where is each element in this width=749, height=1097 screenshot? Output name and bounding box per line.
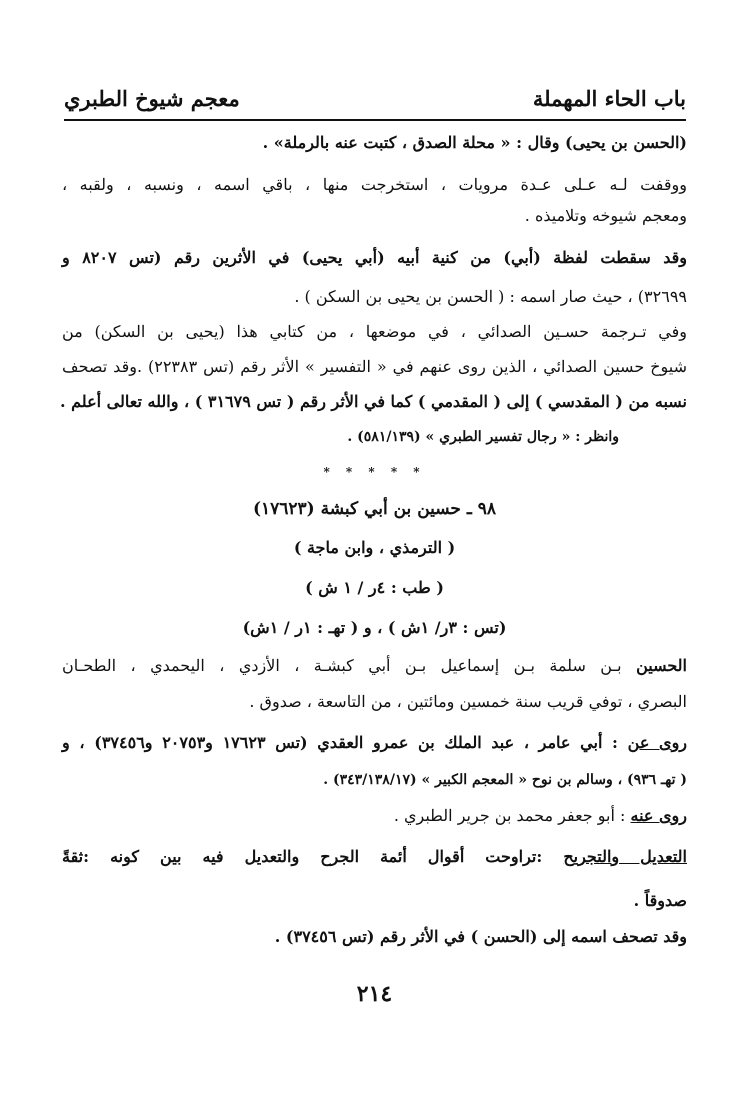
entry-books: ( الترمذي ، وابن ماجة ) (293, 538, 456, 557)
rawa-an-label: روى عن (627, 733, 688, 752)
book-title: معجم شيوخ الطبري (64, 86, 240, 111)
tadil-line: صدوقاً . (633, 891, 687, 910)
rawa-anhu-text: : أبو جعفر محمد بن جرير الطبري . (393, 806, 631, 825)
rawa-an-text: : أبي عامر ، عبد الملك بن عمرو العقدي (تس ١٧٦٢٣ و٢٠٧٥٣ و٣٧٤٥٦) ، و (62, 733, 628, 752)
entry-title: ٩٨ ـ حسين بن أبي كبشة (١٧٦٢٣) (252, 499, 497, 519)
entry-tabaqat: ( طب : ٤ر / ١ ش ) (305, 578, 444, 597)
page-number: ٢١٤ (356, 981, 393, 1007)
bio-text: بـن سلمة بـن إسماعيل بـن أبي كبشـة ، الأزدي ، اليحمدي ، الطحـان (62, 656, 637, 675)
paragraph-line: (الحسن بن يحيى) وقال : « محلة الصدق ، كتبت عنه بالرملة» . (262, 133, 687, 152)
rawa-anhu-label: روى عنه (630, 806, 687, 825)
tashif-line: وقد تصحف اسمه إلى (الحسن ) في الأثر رقم (تس ٣٧٤٥٦) . (274, 927, 687, 946)
header-rule (64, 119, 686, 121)
tadil-text: :تراوحت أقوال أئمة الجرح والتعديل فيه بين كونه :ثقةً (62, 847, 564, 866)
bio-lead-name: الحسين (636, 656, 687, 675)
paragraph-line: وفي تـرجمة حسـين الصدائي ، في موضعها ، من كتابي هذا (يحيى بن السكن) من (62, 322, 687, 341)
paragraph-line: ووقفت لـه عـلى عـدة مرويات ، استخرجت منها ، باقي اسمه ، ونسبه ، ولقبه ، (62, 175, 687, 194)
section-separator: * * * * * (323, 465, 426, 479)
tadil-label: التعديل والتجريح (563, 847, 688, 866)
chapter-title: باب الحاء المهملة (532, 86, 686, 111)
paragraph-line: ومعجم شيوخه وتلاميذه . (524, 206, 687, 225)
rawa-anhu-line (62, 804, 687, 828)
tadil-line (62, 845, 687, 869)
bio-line: البصري ، توفي قريب سنة خمسين ومائتين ، من التاسعة ، صدوق . (249, 692, 687, 711)
page-header (64, 86, 686, 122)
paragraph-line: نسبه من ( المقدسي ) إلى ( المقدمي ) كما في الأثر رقم ( تس ٣١٦٧٩ ) ، والله تعالى أعلم . (60, 392, 687, 411)
rawa-an-line: ( تهـ ٩٣٦) ، وسالم بن نوح « المعجم الكبير » (٣٤٣/١٣٨/١٧) . (323, 772, 687, 788)
entry-refs: (تس : ٣ر/ ١ش ) ، و ( تهـ : ١ر / ١ش) (242, 618, 507, 637)
paragraph-line: وقد سقطت لفظة (أبي) من كنية أبيه (أبي يحيى) في الأثرين رقم (تس ٨٢٠٧ و (62, 248, 687, 267)
reference-line: وانظر : « رجال تفسير الطبري » (٥٨١/١٣٩) . (347, 429, 619, 445)
paragraph-line: شيوخ حسين الصدائي ، الذين روى عنهم في « التفسير » الأثر رقم (تس ٢٢٣٨٣) .وقد تصحف (62, 357, 687, 376)
rawa-an-line (62, 731, 687, 755)
bio-line (62, 654, 687, 678)
paragraph-line: ٣٢٦٩٩) ، حيث صار اسمه : ( الحسن بن يحيى بن السكن ) . (294, 287, 687, 306)
